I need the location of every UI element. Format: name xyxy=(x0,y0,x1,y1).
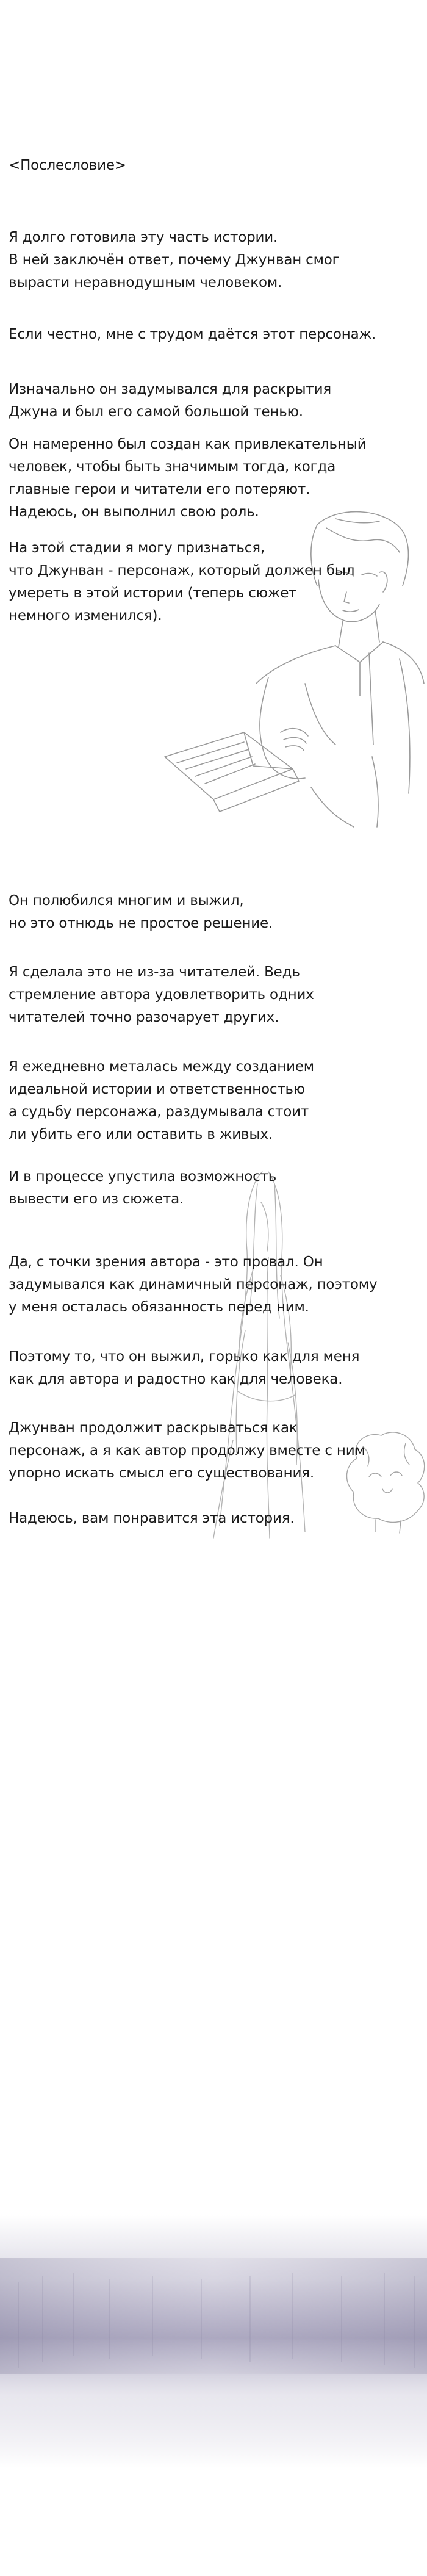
afterword-paragraph-8 xyxy=(9,1056,418,1146)
afterword-paragraph-1 xyxy=(9,226,418,294)
text-line: у меня осталась обязанность перед ним. xyxy=(9,1299,309,1315)
text-line: главные герои и читатели его потеряют. xyxy=(9,482,310,497)
text-line: Надеюсь, он выполнил свою роль. xyxy=(9,504,259,520)
text-line: немного изменился). xyxy=(9,608,162,624)
text-line: персонаж, а я как автор продолжу вместе с ним xyxy=(9,1443,365,1459)
text-line: Джуна и был его самой большой тенью. xyxy=(9,404,303,420)
text-line: Я ежедневно металась между созданием xyxy=(9,1059,314,1075)
text-line: стремление автора удовлетворить одних xyxy=(9,987,314,1003)
text-line: как для автора и радостно как для человека. xyxy=(9,1371,343,1387)
afterword-paragraph-7 xyxy=(9,961,418,1029)
afterword-paragraph-6 xyxy=(9,890,418,935)
text-line: На этой стадии я могу признаться, xyxy=(9,540,265,556)
afterword-paragraph-2 xyxy=(9,323,418,346)
text-line: упорно искать смысл его существования. xyxy=(9,1465,314,1481)
text-line: Он намеренно был создан как привлекательный xyxy=(9,436,367,452)
afterword-paragraph-13 xyxy=(9,1507,418,1530)
text-line: И в процессе упустила возможность xyxy=(9,1169,277,1185)
afterword-paragraph-10 xyxy=(9,1251,418,1319)
text-line: идеальной истории и ответственностью xyxy=(9,1081,306,1097)
text-line: В ней заключён ответ, почему Джунван смог xyxy=(9,252,340,268)
text-line: Я сделала это не из-за читателей. Ведь xyxy=(9,964,300,980)
text-line: вывести его из сюжета. xyxy=(9,1191,184,1207)
misty-field-footer xyxy=(0,2215,427,2576)
afterword-heading: <Послесловие> xyxy=(9,157,126,173)
text-line: Если честно, мне с трудом даётся этот персонаж. xyxy=(9,327,376,342)
afterword-paragraph-3 xyxy=(9,378,418,424)
afterword-paragraph-9 xyxy=(9,1166,418,1211)
afterword-paragraph-11 xyxy=(9,1346,418,1391)
text-line: читателей точно разочарует других. xyxy=(9,1009,279,1025)
afterword-paragraph-12 xyxy=(9,1417,418,1485)
text-line: задумывался как динамичный персонаж, поэтому xyxy=(9,1277,378,1293)
text-line: Я долго готовила эту часть истории. xyxy=(9,229,278,245)
text-line: но это отнюдь не простое решение. xyxy=(9,915,273,931)
text-line: вырасти неравнодушным человеком. xyxy=(9,275,282,290)
text-line: ли убить его или оставить в живых. xyxy=(9,1127,273,1142)
text-line: Надеюсь, вам понравится эта история. xyxy=(9,1510,295,1526)
afterword-paragraph-5 xyxy=(9,537,418,627)
text-line: а судьбу персонажа, раздумывала стоит xyxy=(9,1104,309,1120)
afterword-paragraph-4 xyxy=(9,433,418,524)
text-line: умереть в этой истории (теперь сюжет xyxy=(9,585,297,601)
text-line: Поэтому то, что он выжил, горько как для меня xyxy=(9,1349,360,1365)
text-line: Он полюбился многим и выжил, xyxy=(9,893,244,909)
text-line: что Джунван - персонаж, который должен был xyxy=(9,563,355,579)
text-line: Да, с точки зрения автора - это провал. Он xyxy=(9,1254,323,1270)
text-line: человек, чтобы быть значимым тогда, когда xyxy=(9,459,336,475)
text-line: Джунван продолжит раскрываться как xyxy=(9,1420,298,1436)
text-line: Изначально он задумывался для раскрытия xyxy=(9,381,331,397)
